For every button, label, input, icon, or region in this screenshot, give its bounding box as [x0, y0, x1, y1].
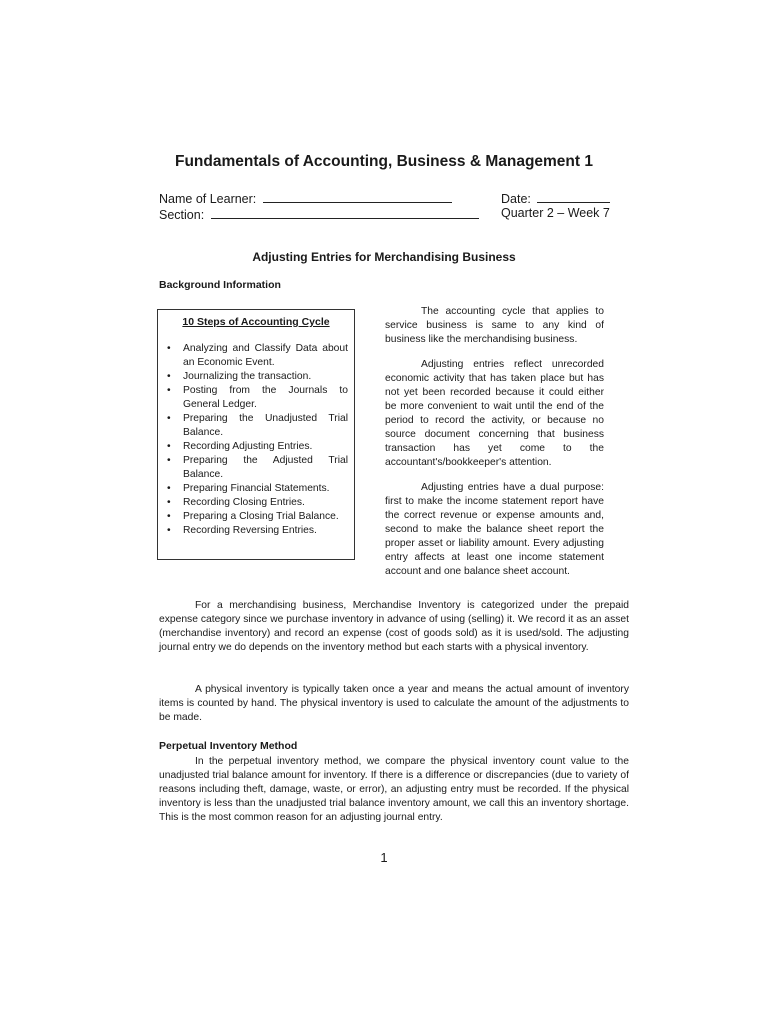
quarter-week: Quarter 2 – Week 7 [501, 206, 610, 220]
list-item: • Recording Reversing Entries. [164, 524, 348, 538]
document-title: Fundamentals of Accounting, Business & Management 1 [175, 153, 593, 170]
accounting-cycle-steps-box [157, 309, 355, 560]
section-subtitle: Adjusting Entries for Merchandising Business [252, 250, 516, 264]
list-item: • Recording Adjusting Entries. [164, 440, 348, 454]
list-item: • Posting from the Journals to General Ledger. [164, 384, 348, 412]
list-item: • Recording Closing Entries. [164, 496, 348, 510]
list-item: • Preparing the Adjusted Trial Balance. [164, 454, 348, 482]
list-item: • Preparing the Unadjusted Trial Balance. [164, 412, 348, 440]
section-blank [211, 206, 479, 219]
perpetual-inventory-heading: Perpetual Inventory Method [159, 740, 298, 752]
list-item: • Preparing Financial Statements. [164, 482, 348, 496]
physical-inventory-paragraph [159, 683, 629, 725]
steps-list [164, 342, 348, 538]
paragraph: The accounting cycle that applies to service business is same to any kind of business like the merchandising business. [385, 306, 604, 345]
right-column-text [385, 305, 604, 590]
merchandise-inventory-paragraph [159, 599, 629, 655]
date-row [501, 190, 610, 206]
background-information-heading: Background Information [159, 279, 281, 291]
section-row [159, 206, 479, 222]
list-item: • Preparing a Closing Trial Balance. [164, 510, 348, 524]
section-label: Section: [159, 208, 205, 222]
paragraph: A physical inventory is typically taken once a year and means the actual amount of inventory items is counted by hand. The physical inventory is used to calculate the amount of the adjustments to be made. [159, 684, 629, 723]
paragraph: In the perpetual inventory method, we compare the physical inventory count value to the unadjusted trial balance amount for inventory. If there is a difference or discrepancies (due to variety of reasons including theft, damage, waste, or error), an adjusting entry must be recorded. If the physical inventory is less than the unadjusted trial balance inventory amount, we call this an inventory shortage. This is the most common reason for an adjusting journal entry. [159, 756, 629, 823]
date-blank [537, 190, 610, 203]
list-item: • Journalizing the transaction. [164, 370, 348, 384]
date-label: Date: [501, 192, 531, 206]
name-of-learner-row [159, 190, 452, 206]
paragraph: Adjusting entries reflect unrecorded economic activity that has taken place but has not yet been recorded because it could either be more convenient to wait until the end of the period to record the activity, or because no source document concerning that business transaction has yet come to the accountant's/bookkeeper's attention. [385, 359, 604, 468]
name-of-learner-label: Name of Learner: [159, 192, 257, 206]
paragraph: Adjusting entries have a dual purpose: first to make the income statement report have the correct revenue or expense amounts and, second to make the balance sheet report the proper asset or liability amount. Every adjusting entry affects at least one income statement account and one balance sheet account. [385, 482, 604, 577]
name-of-learner-blank [263, 190, 452, 203]
paragraph: For a merchandising business, Merchandise Inventory is categorized under the prepaid expense category since we purchase inventory in advance of using (selling) it. We record it as an asset (merchandise inventory) and record an expense (cost of goods sold) as it is used/sold. The adjusting journal entry we do depends on the inventory method but each starts with a physical inventory. [159, 600, 629, 653]
list-item: • Analyzing and Classify Data about an Economic Event. [164, 342, 348, 370]
page-number: 1 [380, 850, 388, 865]
perpetual-inventory-paragraph [159, 755, 629, 825]
steps-box-title: 10 Steps of Accounting Cycle [182, 316, 330, 328]
